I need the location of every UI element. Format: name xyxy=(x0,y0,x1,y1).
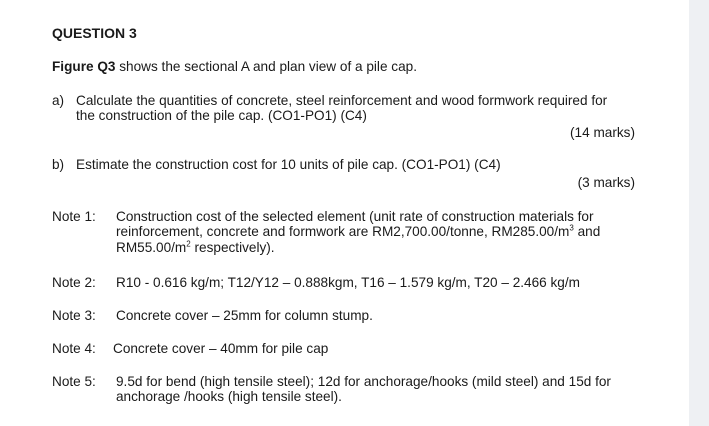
intro-text: shows the sectional A and plan view of a pile cap. xyxy=(115,59,417,74)
note-1-line-1: Construction cost of the selected element (unit rate of construction materials for xyxy=(116,209,594,224)
part-a-line-1: Calculate the quantities of concrete, steel reinforcement and wood formwork required for xyxy=(76,93,608,108)
note-1-line-3-end: respectively). xyxy=(190,240,275,255)
note-1-line-3-text: RM55.00/m xyxy=(116,240,187,255)
note-5-line-2: anchorage /hooks (high tensile steel). xyxy=(116,389,342,404)
note-2-line-1: R10 - 0.616 kg/m; T12/Y12 – 0.888kgm, T16 – 1.579 kg/m, T20 – 2.466 kg/m xyxy=(116,275,580,290)
part-a-marks: (14 marks) xyxy=(570,125,635,140)
note-3-line-1: Concrete cover – 25mm for column stump. xyxy=(116,308,373,323)
note-1-line-2-end: and xyxy=(573,224,601,239)
note-3-label: Note 3: xyxy=(52,308,96,323)
part-a-line-2: the construction of the pile cap. (CO1-PO1) (C4) xyxy=(76,108,367,123)
figure-reference: Figure Q3 xyxy=(52,59,116,74)
page-margin-strip xyxy=(689,0,709,426)
note-1-label: Note 1: xyxy=(52,209,96,224)
note-5-label: Note 5: xyxy=(52,374,96,389)
part-b-marks: (3 marks) xyxy=(577,175,635,190)
note-1-line-3 xyxy=(116,240,275,256)
note-4-line-1: Concrete cover – 40mm for pile cap xyxy=(113,341,329,356)
note-1-superscript-2: 2 xyxy=(186,239,191,249)
note-5-line-1: 9.5d for bend (high tensile steel); 12d for anchorage/hooks (mild steel) and 15d for xyxy=(116,374,611,389)
part-a-label: a) xyxy=(52,93,65,108)
question-title: QUESTION 3 xyxy=(52,25,137,41)
note-4-label: Note 4: xyxy=(52,341,96,356)
note-1-superscript-3: 3 xyxy=(569,223,574,233)
question-intro xyxy=(52,59,417,75)
note-1-line-2 xyxy=(116,224,600,240)
note-2-label: Note 2: xyxy=(52,275,96,290)
note-1-line-2-text: reinforcement, concrete and formwork are RM2,700.00/tonne, RM285.00/m xyxy=(116,224,570,239)
part-b-line-1: Estimate the construction cost for 10 units of pile cap. (CO1-PO1) (C4) xyxy=(76,157,501,172)
part-b-label: b) xyxy=(52,157,65,172)
